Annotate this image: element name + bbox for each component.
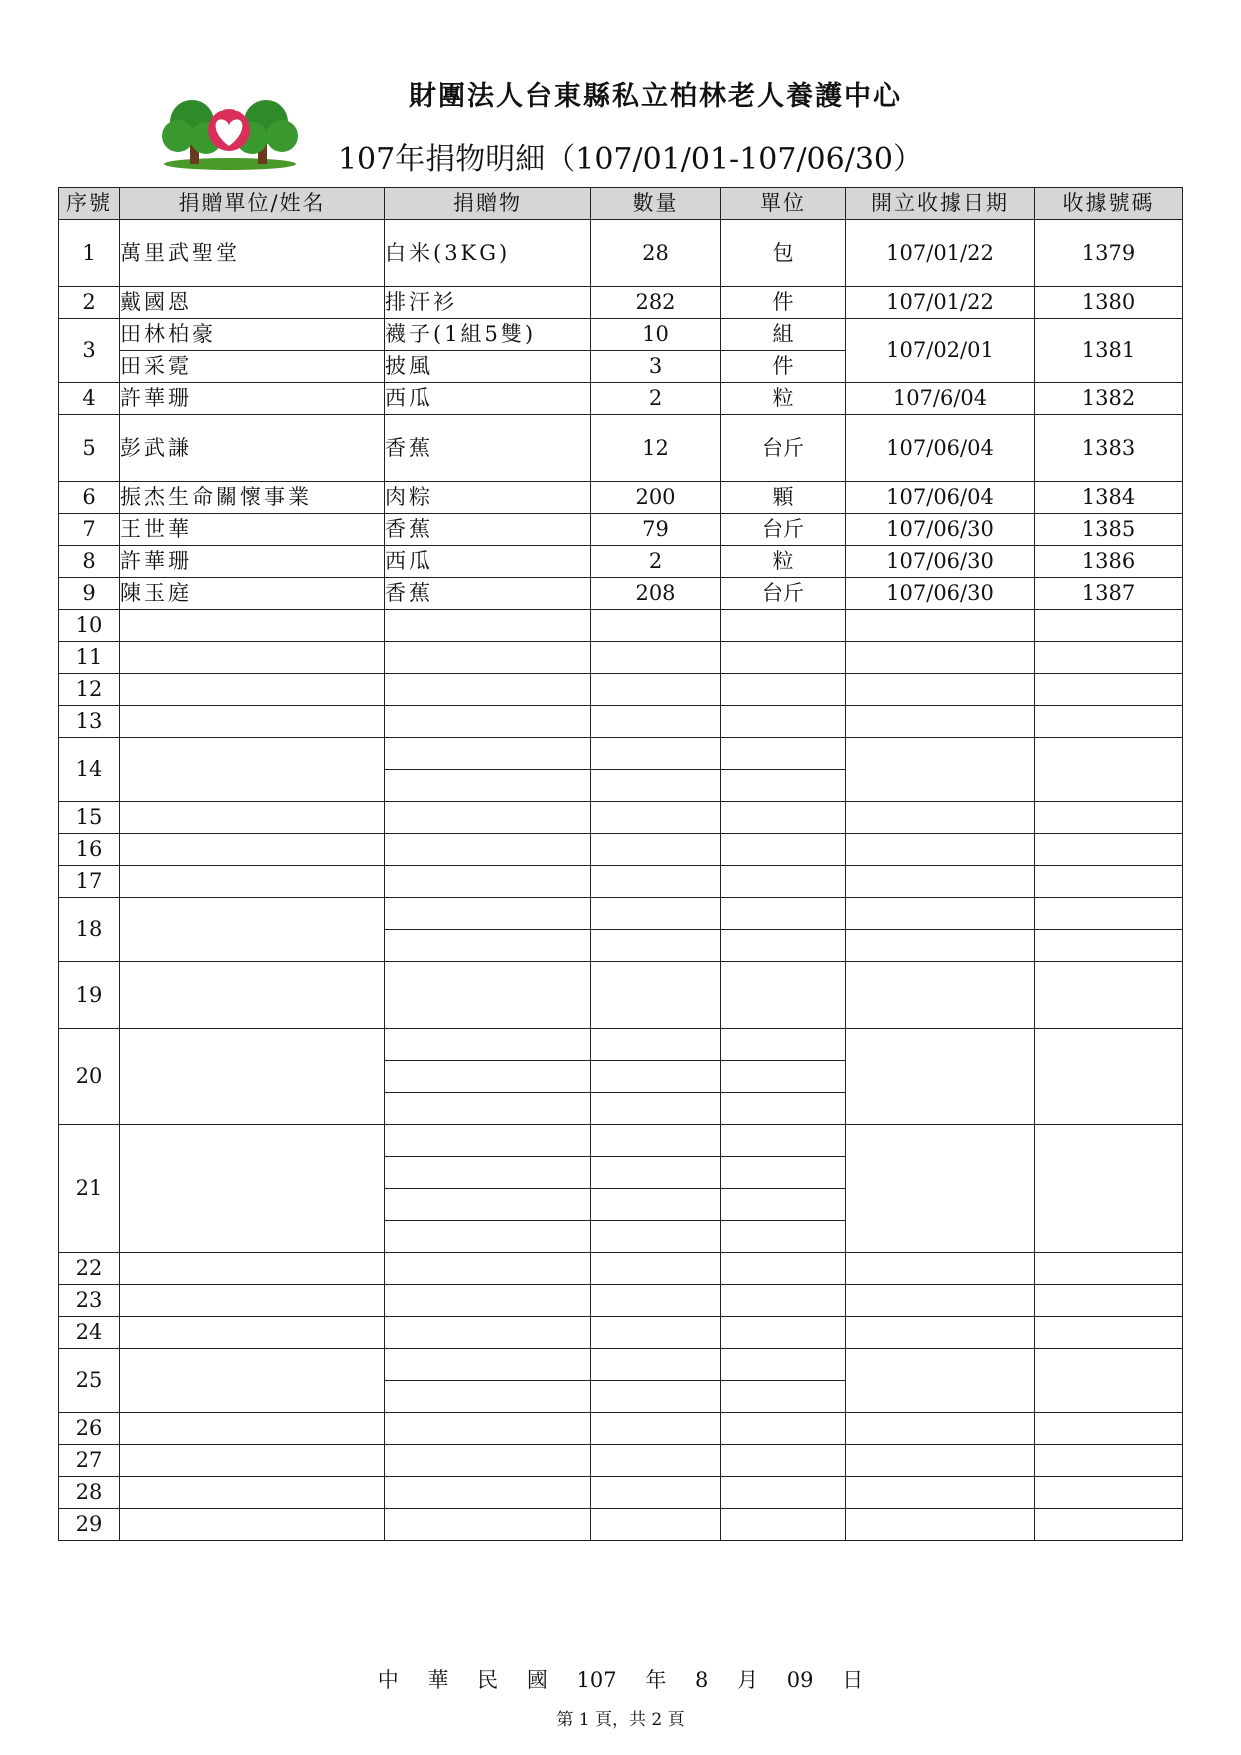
empty-cell bbox=[591, 1061, 721, 1093]
quantity: 282 bbox=[591, 287, 721, 319]
row-number: 17 bbox=[59, 866, 120, 898]
date-part: 8 bbox=[695, 1668, 709, 1692]
empty-row bbox=[59, 1317, 1183, 1349]
empty-cell bbox=[721, 1253, 846, 1285]
empty-cell bbox=[1035, 1125, 1183, 1253]
donated-item: 白米(3KG) bbox=[385, 220, 591, 287]
empty-cell bbox=[385, 706, 591, 738]
empty-cell bbox=[385, 1413, 591, 1445]
empty-cell bbox=[721, 610, 846, 642]
receipt-number: 1380 bbox=[1035, 287, 1183, 319]
empty-cell bbox=[846, 802, 1035, 834]
empty-cell bbox=[385, 770, 591, 802]
empty-cell bbox=[120, 802, 385, 834]
row-number: 18 bbox=[59, 898, 120, 962]
empty-cell bbox=[385, 898, 591, 930]
empty-cell bbox=[721, 1445, 846, 1477]
receipt-number: 1385 bbox=[1035, 514, 1183, 546]
donor-name: 田采霓 bbox=[120, 351, 385, 383]
empty-cell bbox=[1035, 1317, 1183, 1349]
empty-cell bbox=[385, 962, 591, 1029]
empty-row bbox=[59, 1477, 1183, 1509]
empty-cell bbox=[385, 834, 591, 866]
empty-cell bbox=[1035, 898, 1183, 930]
empty-cell bbox=[385, 1317, 591, 1349]
donation-table bbox=[58, 187, 1183, 1541]
table-row bbox=[59, 287, 1183, 319]
empty-cell bbox=[120, 1445, 385, 1477]
empty-cell bbox=[591, 1381, 721, 1413]
empty-row bbox=[59, 866, 1183, 898]
column-header-number: 序號 bbox=[59, 188, 120, 220]
empty-cell bbox=[721, 866, 846, 898]
row-number: 25 bbox=[59, 1349, 120, 1413]
empty-cell bbox=[721, 1317, 846, 1349]
receipt-number: 1381 bbox=[1035, 319, 1183, 383]
empty-cell bbox=[721, 1477, 846, 1509]
empty-cell bbox=[721, 1189, 846, 1221]
unit: 件 bbox=[721, 351, 846, 383]
quantity: 2 bbox=[591, 546, 721, 578]
date-part: 中 bbox=[377, 1668, 399, 1692]
empty-cell bbox=[1035, 1285, 1183, 1317]
receipt-number: 1386 bbox=[1035, 546, 1183, 578]
row-number: 2 bbox=[59, 287, 120, 319]
empty-cell bbox=[591, 1445, 721, 1477]
row-number: 19 bbox=[59, 962, 120, 1029]
empty-cell bbox=[846, 1029, 1035, 1125]
empty-cell bbox=[846, 738, 1035, 802]
table-row bbox=[59, 514, 1183, 546]
row-number: 28 bbox=[59, 1477, 120, 1509]
quantity: 208 bbox=[591, 578, 721, 610]
empty-cell bbox=[120, 1477, 385, 1509]
empty-cell bbox=[846, 674, 1035, 706]
empty-cell bbox=[385, 1061, 591, 1093]
empty-cell bbox=[846, 1445, 1035, 1477]
unit: 台斤 bbox=[721, 415, 846, 482]
empty-cell bbox=[591, 1509, 721, 1541]
empty-row bbox=[59, 898, 1183, 930]
empty-cell bbox=[1035, 674, 1183, 706]
empty-cell bbox=[846, 1253, 1035, 1285]
empty-row bbox=[59, 1029, 1183, 1061]
row-number: 1 bbox=[59, 220, 120, 287]
row-number: 13 bbox=[59, 706, 120, 738]
quantity: 12 bbox=[591, 415, 721, 482]
receipt-date: 107/02/01 bbox=[846, 319, 1035, 383]
date-part: 月 bbox=[737, 1668, 759, 1692]
empty-cell bbox=[591, 1157, 721, 1189]
organization-name: 財團法人台東縣私立柏林老人養護中心 bbox=[409, 81, 902, 112]
empty-cell bbox=[385, 1157, 591, 1189]
row-number: 14 bbox=[59, 738, 120, 802]
empty-cell bbox=[721, 1125, 846, 1157]
donor-name: 田林柏豪 bbox=[120, 319, 385, 351]
empty-cell bbox=[1035, 1477, 1183, 1509]
date-part: 民 bbox=[477, 1668, 499, 1692]
donor-name: 陳玉庭 bbox=[120, 578, 385, 610]
receipt-date: 107/06/30 bbox=[846, 578, 1035, 610]
empty-cell bbox=[385, 1253, 591, 1285]
empty-row bbox=[59, 1349, 1183, 1381]
quantity: 79 bbox=[591, 514, 721, 546]
donated-item: 香蕉 bbox=[385, 415, 591, 482]
empty-cell bbox=[721, 674, 846, 706]
empty-cell bbox=[120, 1285, 385, 1317]
empty-cell bbox=[1035, 706, 1183, 738]
empty-cell bbox=[120, 1253, 385, 1285]
empty-cell bbox=[846, 1125, 1035, 1253]
empty-cell bbox=[721, 1285, 846, 1317]
empty-cell bbox=[721, 1509, 846, 1541]
row-number: 5 bbox=[59, 415, 120, 482]
row-number: 11 bbox=[59, 642, 120, 674]
empty-cell bbox=[591, 1125, 721, 1157]
row-number: 3 bbox=[59, 319, 120, 383]
row-number: 9 bbox=[59, 578, 120, 610]
empty-row bbox=[59, 1285, 1183, 1317]
receipt-number: 1379 bbox=[1035, 220, 1183, 287]
receipt-number: 1383 bbox=[1035, 415, 1183, 482]
empty-cell bbox=[846, 1317, 1035, 1349]
empty-cell bbox=[721, 930, 846, 962]
empty-cell bbox=[120, 1029, 385, 1125]
empty-cell bbox=[721, 834, 846, 866]
empty-cell bbox=[591, 1285, 721, 1317]
empty-cell bbox=[385, 1189, 591, 1221]
empty-cell bbox=[120, 1349, 385, 1413]
quantity: 200 bbox=[591, 482, 721, 514]
table-row bbox=[59, 220, 1183, 287]
empty-row bbox=[59, 802, 1183, 834]
row-number: 20 bbox=[59, 1029, 120, 1125]
empty-cell bbox=[721, 706, 846, 738]
row-number: 21 bbox=[59, 1125, 120, 1253]
empty-cell bbox=[120, 738, 385, 802]
empty-cell bbox=[591, 642, 721, 674]
empty-cell bbox=[591, 898, 721, 930]
empty-row bbox=[59, 834, 1183, 866]
donated-item: 香蕉 bbox=[385, 514, 591, 546]
empty-row bbox=[59, 674, 1183, 706]
donor-name: 振杰生命關懷事業 bbox=[120, 482, 385, 514]
donated-item: 排汗衫 bbox=[385, 287, 591, 319]
empty-cell bbox=[591, 610, 721, 642]
empty-row bbox=[59, 738, 1183, 770]
empty-cell bbox=[385, 674, 591, 706]
receipt-date: 107/06/04 bbox=[846, 415, 1035, 482]
empty-cell bbox=[721, 770, 846, 802]
row-number: 15 bbox=[59, 802, 120, 834]
empty-cell bbox=[385, 1125, 591, 1157]
empty-cell bbox=[385, 1221, 591, 1253]
empty-cell bbox=[120, 1125, 385, 1253]
empty-cell bbox=[721, 1093, 846, 1125]
empty-cell bbox=[591, 1477, 721, 1509]
empty-cell bbox=[846, 1477, 1035, 1509]
donor-name: 許華珊 bbox=[120, 546, 385, 578]
empty-cell bbox=[385, 930, 591, 962]
empty-cell bbox=[591, 1253, 721, 1285]
table-row bbox=[59, 319, 1183, 351]
empty-cell bbox=[591, 1029, 721, 1061]
empty-cell bbox=[385, 1445, 591, 1477]
empty-cell bbox=[385, 866, 591, 898]
empty-row bbox=[59, 1125, 1183, 1157]
empty-cell bbox=[120, 674, 385, 706]
unit: 台斤 bbox=[721, 514, 846, 546]
date-part: 107 bbox=[576, 1668, 617, 1692]
unit: 粒 bbox=[721, 546, 846, 578]
receipt-date: 107/01/22 bbox=[846, 287, 1035, 319]
date-part: 國 bbox=[526, 1668, 548, 1692]
document-title: 107年捐物明細（107/01/01-107/06/30） bbox=[337, 142, 924, 177]
table-row bbox=[59, 578, 1183, 610]
donor-name: 許華珊 bbox=[120, 383, 385, 415]
column-header-quantity: 數量 bbox=[591, 188, 721, 220]
empty-cell bbox=[385, 1381, 591, 1413]
quantity: 3 bbox=[591, 351, 721, 383]
empty-cell bbox=[120, 706, 385, 738]
quantity: 2 bbox=[591, 383, 721, 415]
receipt-date: 107/6/04 bbox=[846, 383, 1035, 415]
row-number: 8 bbox=[59, 546, 120, 578]
empty-cell bbox=[846, 1349, 1035, 1413]
empty-cell bbox=[385, 1509, 591, 1541]
empty-cell bbox=[846, 610, 1035, 642]
empty-cell bbox=[591, 866, 721, 898]
empty-row bbox=[59, 610, 1183, 642]
empty-cell bbox=[721, 1349, 846, 1381]
donated-item: 香蕉 bbox=[385, 578, 591, 610]
row-number: 23 bbox=[59, 1285, 120, 1317]
row-number: 22 bbox=[59, 1253, 120, 1285]
date-part: 09 bbox=[786, 1668, 814, 1692]
receipt-date: 107/06/30 bbox=[846, 546, 1035, 578]
empty-cell bbox=[721, 642, 846, 674]
empty-cell bbox=[846, 866, 1035, 898]
row-number: 16 bbox=[59, 834, 120, 866]
empty-cell bbox=[721, 1413, 846, 1445]
empty-cell bbox=[846, 642, 1035, 674]
empty-cell bbox=[591, 1413, 721, 1445]
empty-cell bbox=[591, 1093, 721, 1125]
empty-cell bbox=[846, 1413, 1035, 1445]
unit: 台斤 bbox=[721, 578, 846, 610]
empty-cell bbox=[591, 738, 721, 770]
receipt-number: 1382 bbox=[1035, 383, 1183, 415]
empty-row bbox=[59, 642, 1183, 674]
empty-cell bbox=[1035, 1445, 1183, 1477]
unit: 件 bbox=[721, 287, 846, 319]
quantity: 28 bbox=[591, 220, 721, 287]
empty-cell bbox=[385, 642, 591, 674]
empty-row bbox=[59, 962, 1183, 1029]
empty-cell bbox=[1035, 802, 1183, 834]
receipt-date: 107/01/22 bbox=[846, 220, 1035, 287]
empty-cell bbox=[721, 1157, 846, 1189]
receipt-number: 1384 bbox=[1035, 482, 1183, 514]
row-number: 29 bbox=[59, 1509, 120, 1541]
table-row bbox=[59, 546, 1183, 578]
column-header-receipt-date: 開立收據日期 bbox=[846, 188, 1035, 220]
empty-cell bbox=[1035, 610, 1183, 642]
empty-cell bbox=[591, 1189, 721, 1221]
empty-cell bbox=[721, 1029, 846, 1061]
unit: 組 bbox=[721, 319, 846, 351]
empty-cell bbox=[721, 738, 846, 770]
empty-cell bbox=[385, 738, 591, 770]
column-header-unit: 單位 bbox=[721, 188, 846, 220]
receipt-number: 1387 bbox=[1035, 578, 1183, 610]
empty-cell bbox=[1035, 738, 1183, 802]
empty-cell bbox=[846, 1285, 1035, 1317]
empty-cell bbox=[120, 834, 385, 866]
empty-cell bbox=[120, 1317, 385, 1349]
empty-cell bbox=[1035, 834, 1183, 866]
empty-cell bbox=[846, 706, 1035, 738]
date-part: 年 bbox=[645, 1668, 667, 1692]
receipt-date: 107/06/30 bbox=[846, 514, 1035, 546]
empty-cell bbox=[591, 802, 721, 834]
empty-cell bbox=[721, 1061, 846, 1093]
empty-cell bbox=[120, 1413, 385, 1445]
empty-cell bbox=[1035, 1349, 1183, 1413]
empty-cell bbox=[846, 898, 1035, 930]
unit: 顆 bbox=[721, 482, 846, 514]
empty-cell bbox=[385, 1349, 591, 1381]
empty-cell bbox=[721, 898, 846, 930]
empty-cell bbox=[591, 834, 721, 866]
empty-cell bbox=[846, 834, 1035, 866]
empty-cell bbox=[1035, 1253, 1183, 1285]
donated-item: 西瓜 bbox=[385, 383, 591, 415]
empty-cell bbox=[846, 930, 1035, 962]
unit: 粒 bbox=[721, 383, 846, 415]
empty-cell bbox=[1035, 1509, 1183, 1541]
empty-cell bbox=[1035, 642, 1183, 674]
empty-cell bbox=[591, 1349, 721, 1381]
row-number: 27 bbox=[59, 1445, 120, 1477]
empty-cell bbox=[120, 898, 385, 962]
empty-cell bbox=[385, 1093, 591, 1125]
empty-cell bbox=[1035, 1029, 1183, 1125]
row-number: 6 bbox=[59, 482, 120, 514]
date-part: 日 bbox=[842, 1668, 864, 1692]
row-number: 24 bbox=[59, 1317, 120, 1349]
row-number: 26 bbox=[59, 1413, 120, 1445]
table-row bbox=[59, 415, 1183, 482]
empty-row bbox=[59, 1509, 1183, 1541]
unit: 包 bbox=[721, 220, 846, 287]
empty-row bbox=[59, 1445, 1183, 1477]
empty-cell bbox=[1035, 866, 1183, 898]
empty-cell bbox=[846, 962, 1035, 1029]
table-row bbox=[59, 383, 1183, 415]
empty-cell bbox=[1035, 962, 1183, 1029]
column-header-donor: 捐贈單位/姓名 bbox=[120, 188, 385, 220]
donated-item: 肉粽 bbox=[385, 482, 591, 514]
empty-cell bbox=[385, 1029, 591, 1061]
empty-cell bbox=[591, 930, 721, 962]
row-number: 4 bbox=[59, 383, 120, 415]
donated-item: 披風 bbox=[385, 351, 591, 383]
table-header-row bbox=[59, 188, 1183, 220]
row-number: 10 bbox=[59, 610, 120, 642]
empty-cell bbox=[385, 610, 591, 642]
donor-name: 王世華 bbox=[120, 514, 385, 546]
empty-cell bbox=[385, 802, 591, 834]
empty-cell bbox=[721, 802, 846, 834]
empty-row bbox=[59, 1413, 1183, 1445]
empty-row bbox=[59, 706, 1183, 738]
receipt-date: 107/06/04 bbox=[846, 482, 1035, 514]
empty-cell bbox=[120, 1509, 385, 1541]
row-number: 7 bbox=[59, 514, 120, 546]
column-header-receipt-number: 收據號碼 bbox=[1035, 188, 1183, 220]
document-date bbox=[0, 1664, 1241, 1694]
empty-cell bbox=[120, 962, 385, 1029]
empty-cell bbox=[120, 642, 385, 674]
empty-cell bbox=[591, 962, 721, 1029]
empty-cell bbox=[120, 866, 385, 898]
empty-cell bbox=[721, 962, 846, 1029]
donor-name: 彭武謙 bbox=[120, 415, 385, 482]
donor-name: 萬里武聖堂 bbox=[120, 220, 385, 287]
column-header-item: 捐贈物 bbox=[385, 188, 591, 220]
page-indicator: 第 1 頁，共 2 頁 bbox=[556, 1710, 685, 1730]
empty-cell bbox=[591, 1317, 721, 1349]
empty-cell bbox=[591, 770, 721, 802]
empty-cell bbox=[385, 1285, 591, 1317]
empty-cell bbox=[591, 706, 721, 738]
donated-item: 西瓜 bbox=[385, 546, 591, 578]
donated-item: 襪子(1組5雙) bbox=[385, 319, 591, 351]
empty-cell bbox=[120, 610, 385, 642]
empty-cell bbox=[846, 1509, 1035, 1541]
quantity: 10 bbox=[591, 319, 721, 351]
empty-cell bbox=[385, 1477, 591, 1509]
table-row bbox=[59, 482, 1183, 514]
empty-cell bbox=[721, 1381, 846, 1413]
empty-row bbox=[59, 1253, 1183, 1285]
empty-cell bbox=[1035, 1413, 1183, 1445]
empty-cell bbox=[591, 674, 721, 706]
date-part: 華 bbox=[427, 1668, 449, 1692]
row-number: 12 bbox=[59, 674, 120, 706]
empty-cell bbox=[591, 1221, 721, 1253]
empty-cell bbox=[721, 1221, 846, 1253]
empty-cell bbox=[1035, 930, 1183, 962]
donor-name: 戴國恩 bbox=[120, 287, 385, 319]
